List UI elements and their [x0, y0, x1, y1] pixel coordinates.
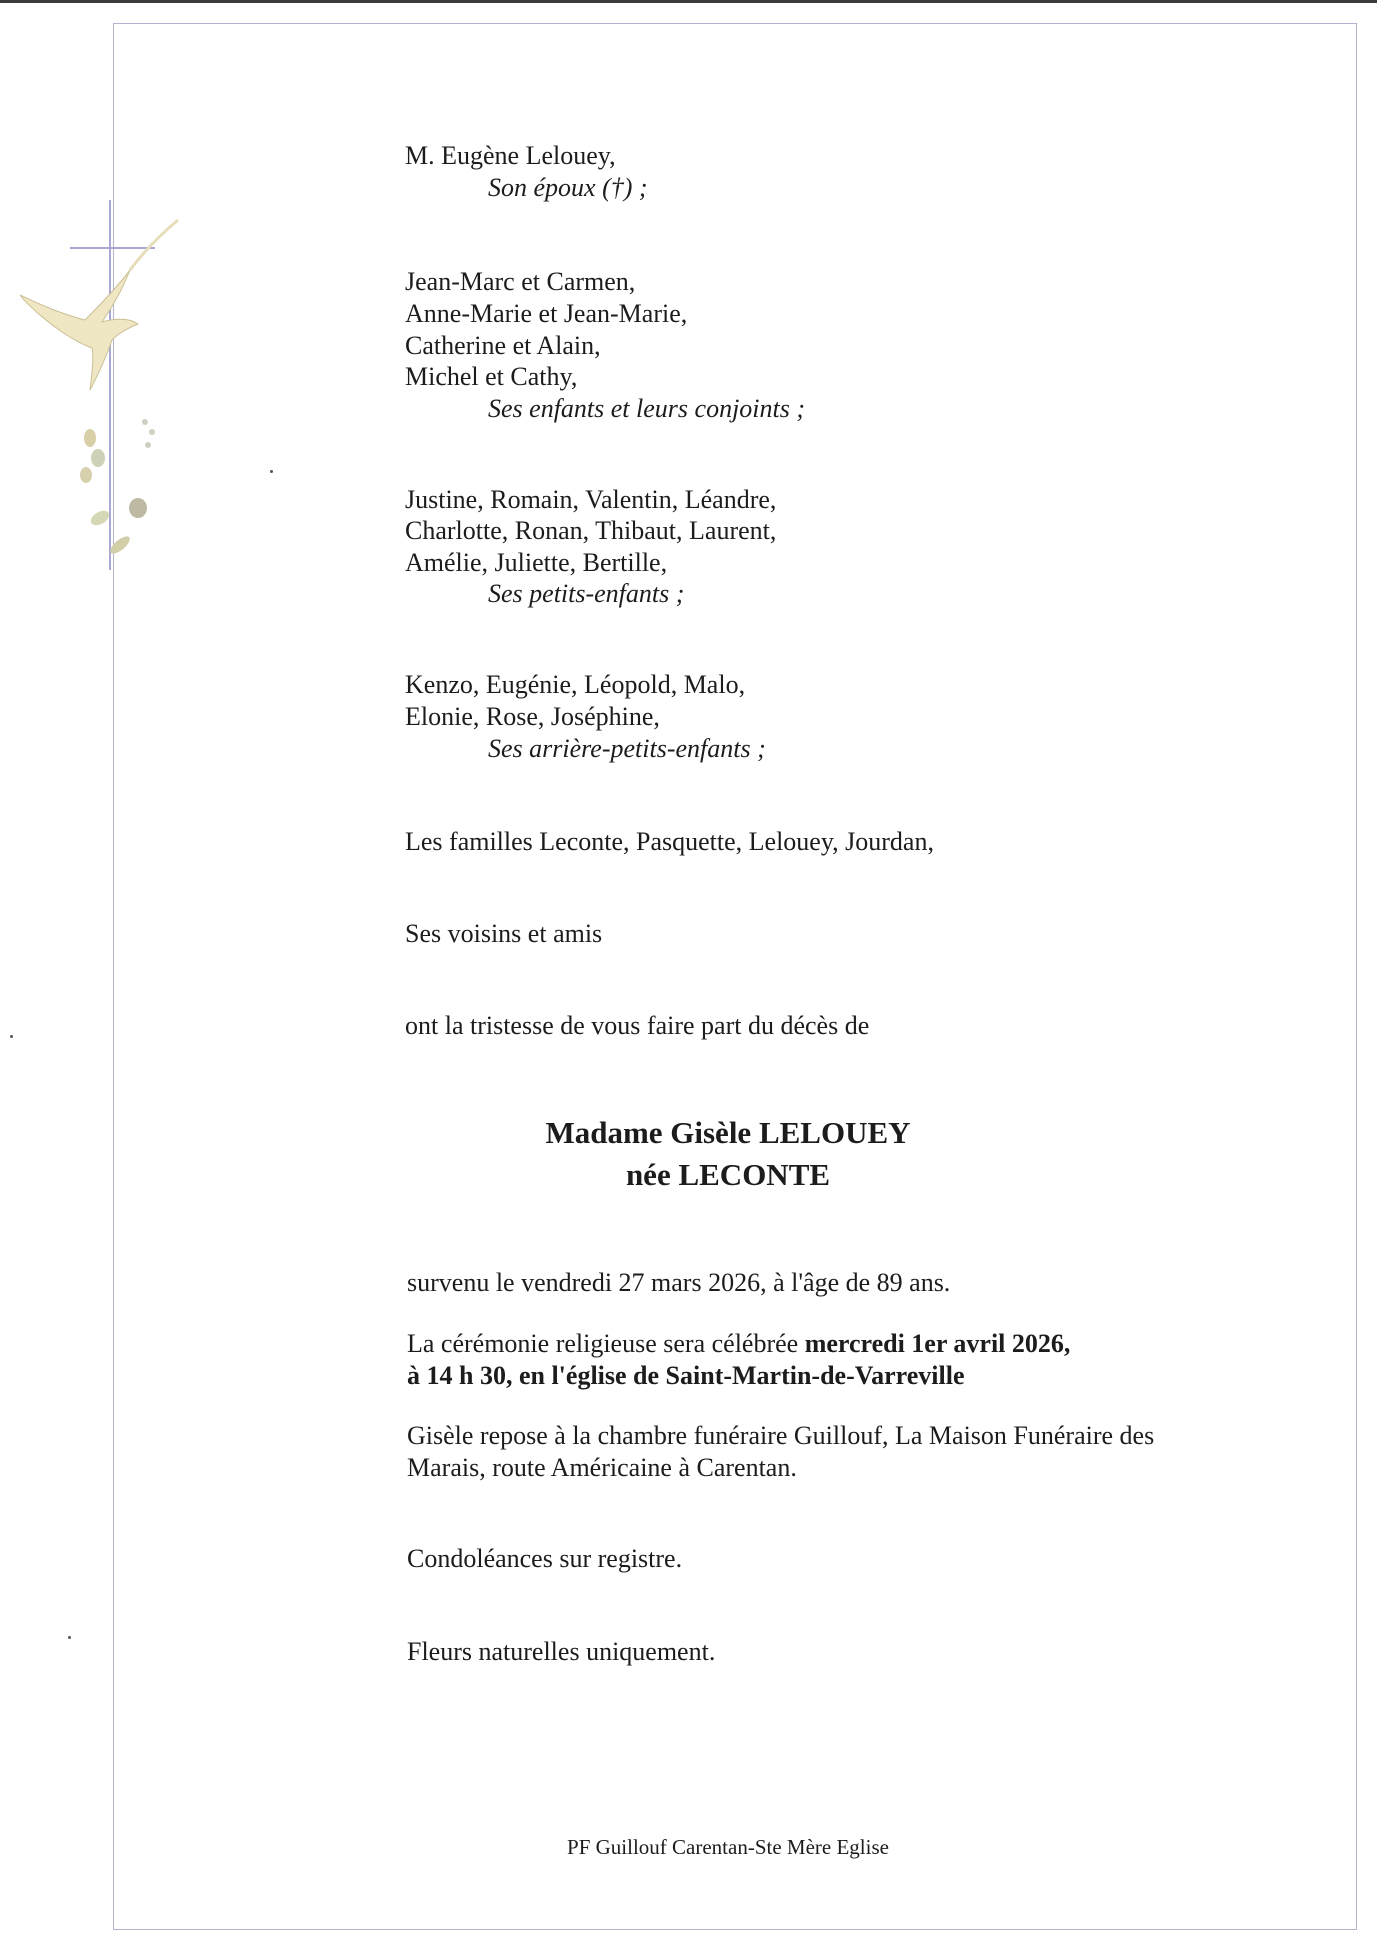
child-line: Catherine et Alain, — [405, 331, 601, 360]
spouse-name: M. Eugène Lelouey, — [405, 141, 616, 170]
ceremony-line — [407, 1328, 1070, 1360]
child-line: Michel et Cathy, — [405, 362, 578, 391]
great-grandchild-line: Kenzo, Eugénie, Léopold, Malo, — [405, 670, 746, 699]
death-line: survenu le vendredi 27 mars 2026, à l'âge de 89 ans. — [407, 1268, 951, 1297]
great-grandchild-line: Elonie, Rose, Joséphine, — [405, 702, 660, 731]
ceremony-place: à 14 h 30, en l'église de Saint-Martin-de-Varreville — [407, 1361, 965, 1390]
ceremony-intro: La cérémonie religieuse sera célébrée — [407, 1329, 805, 1358]
ceremony-date: mercredi 1er avril 2026, — [804, 1329, 1071, 1358]
grandchild-line: Justine, Romain, Valentin, Léandre, — [405, 485, 777, 514]
grandchild-line: Amélie, Juliette, Bertille, — [405, 548, 668, 577]
flowers-line: Fleurs naturelles uniquement. — [407, 1637, 716, 1666]
announcement-line: ont la tristesse de vous faire part du décès de — [405, 1011, 870, 1040]
grandchildren-role: Ses petits-enfants ; — [488, 579, 685, 608]
spouse-role: Son époux (†) ; — [488, 173, 648, 202]
children-role: Ses enfants et leurs conjoints ; — [488, 394, 806, 423]
deceased-maiden-name: née LECONTE — [625, 1157, 831, 1192]
families-line: Les familles Leconte, Pasquette, Lelouey, Jourdan, — [405, 827, 934, 856]
child-line: Jean-Marc et Carmen, — [405, 267, 636, 296]
rest-line: Marais, route Américaine à Carentan. — [407, 1453, 797, 1482]
neighbours-line: Ses voisins et amis — [405, 919, 603, 948]
scan-speck — [68, 1636, 71, 1639]
condolences-line: Condoléances sur registre. — [407, 1544, 683, 1573]
deceased-name: Madame Gisèle LELOUEY — [545, 1115, 911, 1150]
scan-speck — [270, 470, 273, 473]
rest-line: Gisèle repose à la chambre funéraire Guillouf, La Maison Funéraire des — [407, 1421, 1155, 1450]
footer-funeral-home: PF Guillouf Carentan-Ste Mère Eglise — [567, 1835, 889, 1859]
scan-speck — [10, 1035, 13, 1038]
great-grandchildren-role: Ses arrière-petits-enfants ; — [488, 734, 766, 763]
grandchild-line: Charlotte, Ronan, Thibaut, Laurent, — [405, 516, 777, 545]
child-line: Anne-Marie et Jean-Marie, — [405, 299, 688, 328]
